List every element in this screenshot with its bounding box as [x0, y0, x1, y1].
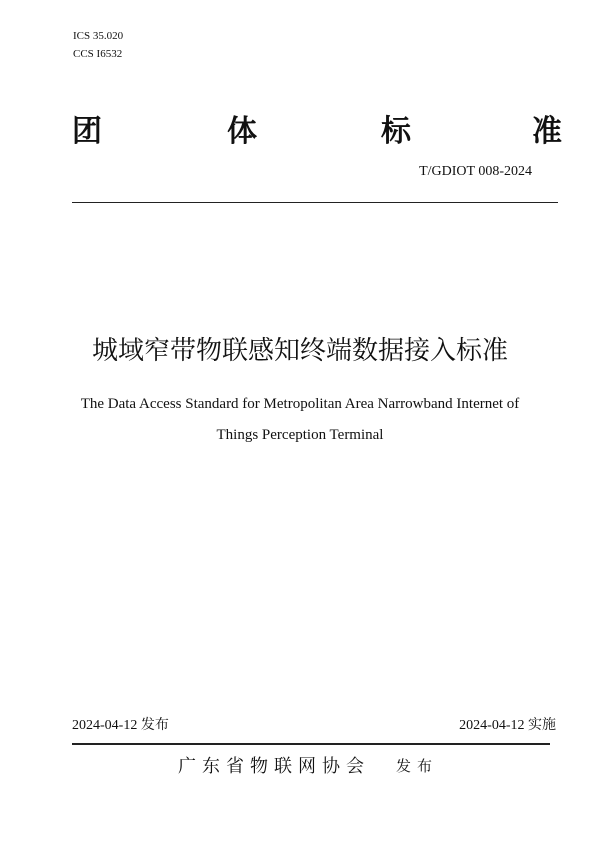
standard-number: T/GDIOT 008-2024 [419, 164, 532, 179]
title-en-line1: The Data Access Standard for Metropolitan Area Narrowband Internet of [80, 396, 520, 412]
publish-label: 发布 [396, 757, 439, 775]
footer-divider [72, 743, 550, 745]
publisher: 广东省物联网协会 [178, 756, 370, 777]
header-char: 团 [72, 114, 102, 149]
header-char: 准 [532, 114, 562, 149]
ics-code: ICS 35.020 [73, 30, 124, 42]
header-divider [72, 202, 558, 203]
title-cn: 城域窄带物联感知终端数据接入标准 [91, 336, 508, 366]
title-en-line2: Things Perception Terminal [216, 427, 384, 443]
header-char: 标 [381, 114, 411, 149]
release-date: 2024-04-12 发布 [72, 718, 169, 733]
header-char: 体 [227, 114, 257, 149]
ccs-code: CCS I6532 [73, 48, 123, 60]
implement-date: 2024-04-12 实施 [459, 718, 556, 733]
